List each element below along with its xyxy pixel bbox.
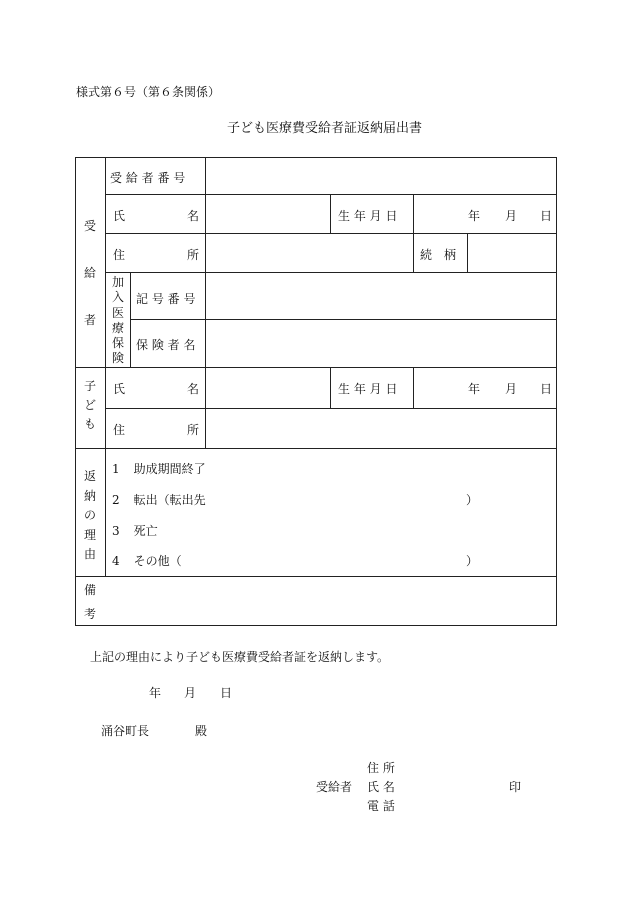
applicant-name-label: 氏 名 (367, 780, 395, 794)
statement: 上記の理由により子ども医療費受給者証を返納します。 (90, 650, 390, 664)
child-header: 子 ど も (83, 379, 96, 431)
addressee-name: 涌谷町長 (101, 724, 150, 738)
date-day: 日 (220, 686, 233, 700)
child-address-field[interactable] (206, 409, 555, 448)
address-label-a: 住 (113, 248, 126, 262)
birthdate-month: 月 (505, 209, 518, 223)
date-year: 年 (149, 686, 162, 700)
form-number: 様式第６号（第６条関係） (76, 85, 221, 99)
date-month: 月 (184, 686, 197, 700)
reason-option-1[interactable] (112, 460, 206, 477)
birthdate-label: 生 年 月 日 (338, 209, 398, 223)
remarks-field[interactable] (106, 577, 555, 625)
child-name-label-a: 氏 (113, 382, 126, 396)
applicant-label: 受給者 (316, 780, 353, 794)
reason-number: 3 (112, 524, 120, 538)
address-field[interactable] (206, 234, 413, 272)
recipient-header: 受 給 者 (83, 219, 96, 327)
relationship-field[interactable] (468, 234, 555, 272)
child-address-label-a: 住 (113, 423, 126, 437)
applicant-phone-label: 電 話 (367, 799, 395, 813)
child-birthdate-month: 月 (505, 382, 518, 396)
seal-mark: 印 (509, 780, 522, 794)
name-label-a: 氏 (113, 209, 126, 223)
child-name-field[interactable] (206, 368, 330, 408)
name-field[interactable] (206, 195, 330, 233)
symbol-number-label: 記 号 番 号 (136, 292, 196, 306)
child-name-label-b: 名 (187, 382, 200, 396)
reason-text: 転出（転出先 (133, 493, 206, 507)
reason-text: 死亡 (133, 524, 158, 538)
reason-number: 4 (112, 554, 120, 568)
birthdate-year: 年 (468, 209, 481, 223)
reason-option-2[interactable] (112, 491, 206, 508)
relationship-label: 続 柄 (420, 248, 457, 262)
reason-number: 1 (112, 462, 120, 476)
reason-number: 2 (112, 493, 120, 507)
child-birthdate-label: 生 年 月 日 (338, 382, 398, 396)
reason-text: 助成期間終了 (133, 462, 206, 476)
insurer-name-field[interactable] (206, 320, 555, 367)
insurer-name-label: 保 険 者 名 (136, 338, 196, 352)
addressee-honorific: 殿 (195, 724, 208, 738)
symbol-number-field[interactable] (206, 273, 555, 319)
birthdate-day: 日 (540, 209, 553, 223)
applicant-address-label: 住 所 (367, 761, 395, 775)
recipient-number-field[interactable] (206, 158, 555, 194)
reason-text: その他（ (133, 554, 182, 568)
reason-4-close-paren: ） (466, 554, 479, 568)
recipient-number-label: 受 給 者 番 号 (110, 171, 186, 185)
child-birthdate-day: 日 (540, 382, 553, 396)
name-label-b: 名 (187, 209, 200, 223)
insurance-header: 加 入 医 療 保 険 (111, 275, 124, 366)
page-title: 子ども医療費受給者証返納届出書 (227, 121, 423, 136)
reason-header: 返 納 の 理 由 (83, 469, 96, 561)
remarks-header: 備 考 (83, 583, 96, 621)
child-birthdate-year: 年 (468, 382, 481, 396)
reason-option-4[interactable] (112, 552, 182, 569)
address-label-b: 所 (187, 248, 200, 262)
child-address-label-b: 所 (187, 423, 200, 437)
reason-2-close-paren: ） (466, 493, 479, 507)
reason-option-3[interactable] (112, 522, 158, 539)
